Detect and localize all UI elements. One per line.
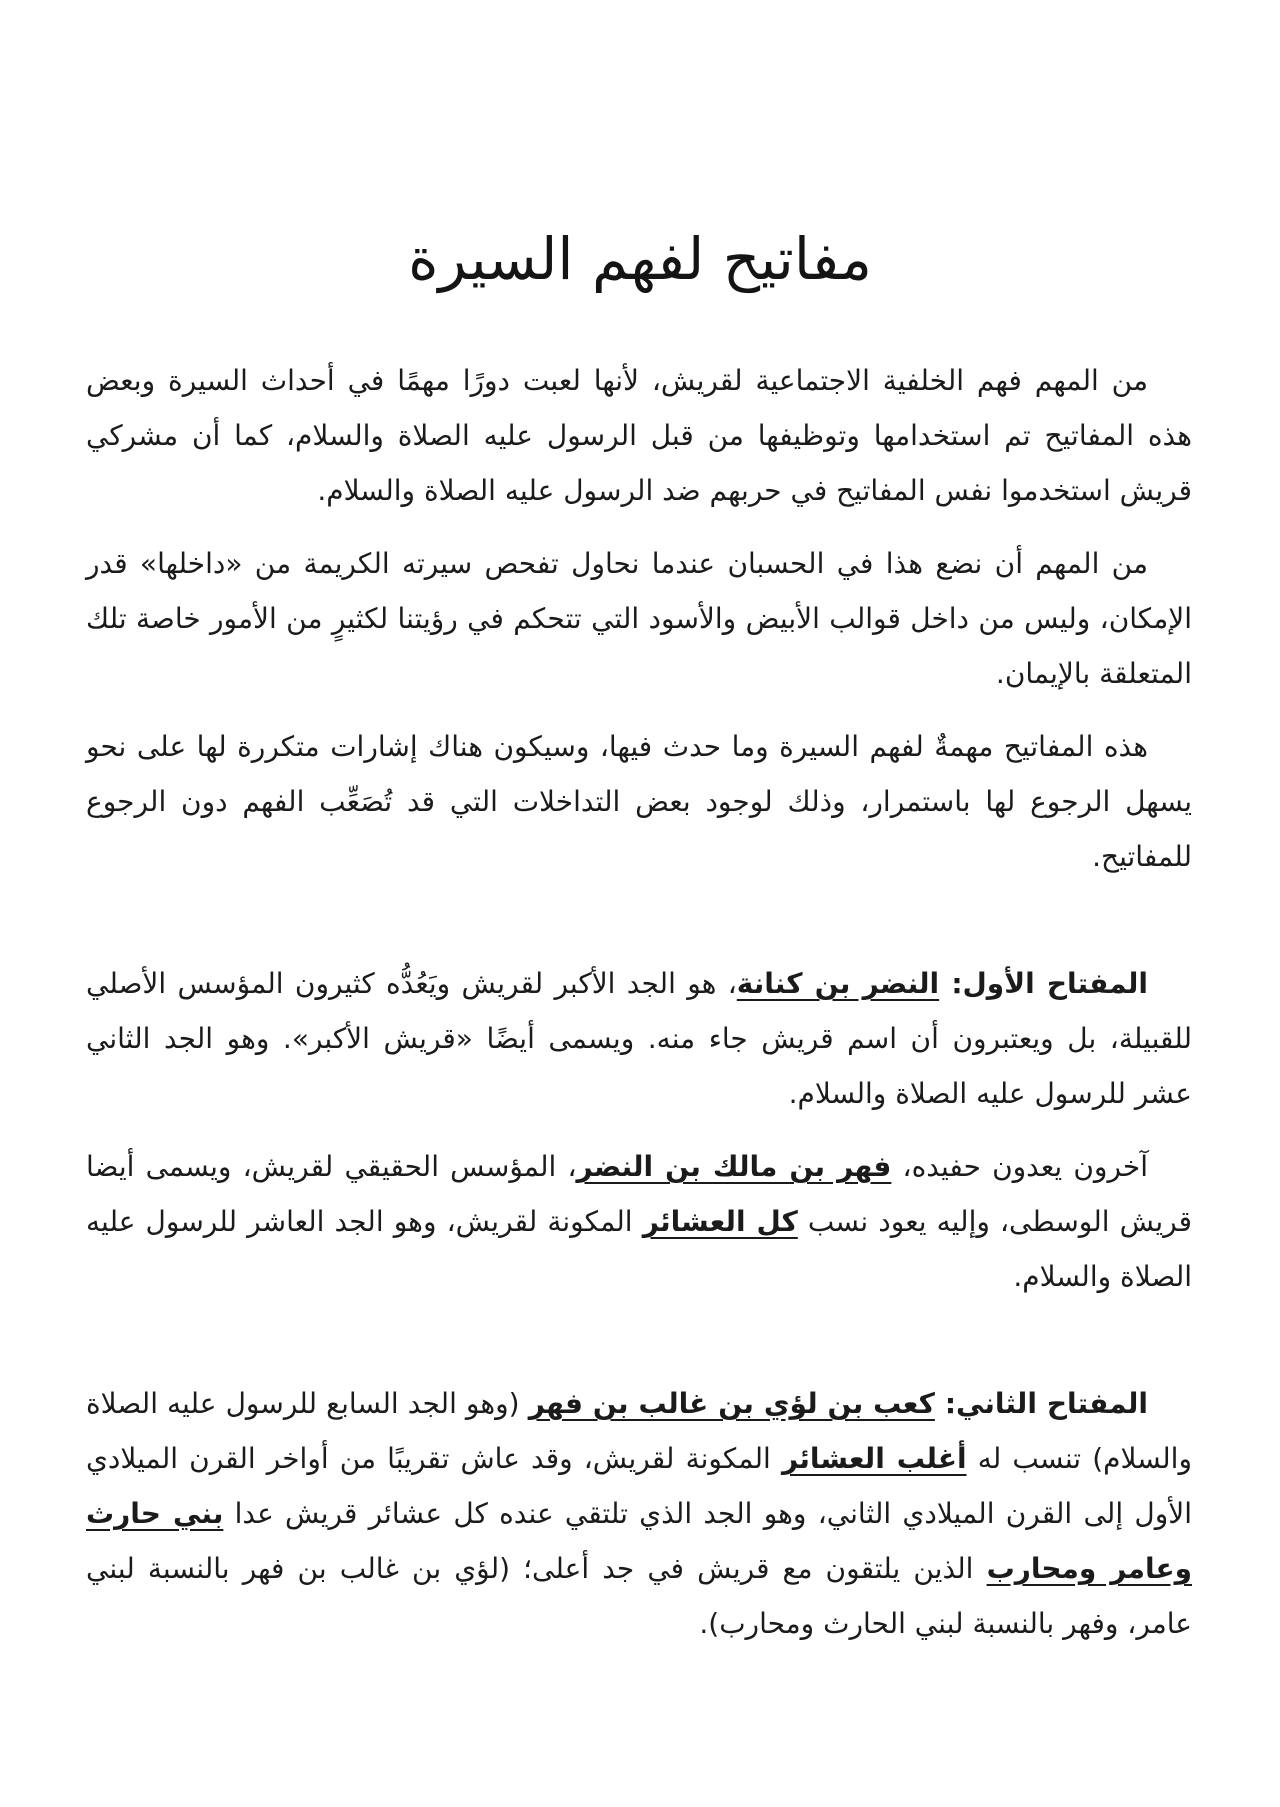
- paragraph-intro-1: [86, 353, 1192, 518]
- page-title: مفاتيح لفهم السيرة: [408, 225, 872, 293]
- paragraph-intro-3: [86, 719, 1192, 884]
- body-text: [0, 353, 1280, 1651]
- text-segment: المكونة لقريش، وهو الجد العاشر للرسول عليه الصلاة والسلام.: [86, 1205, 1192, 1293]
- text-segment: الذين يلتقون مع قريش في جد أعلى؛ (لؤي بن غالب بن فهر بالنسبة لبني عامر، وفهر بالنسبة لبني الحارث ومحارب).: [86, 1552, 1192, 1640]
- paragraph-key-2: [86, 1376, 1192, 1651]
- text-segment: من المهم أن نضع هذا في الحسبان عندما نحاول تفحص سيرته الكريمة من «داخلها» قدر الإمكان، وليس من داخل قوالب الأبيض والأسود التي تتحكم في رؤيتنا لكثيرٍ من الأمور خاصة تلك المتعلقة بالإيمان.: [86, 547, 1192, 690]
- emphasized-text: كعب بن لؤي بن غالب بن فهر: [528, 1387, 935, 1420]
- paragraph-key-1-continued: [86, 1139, 1192, 1304]
- emphasized-text: أغلب العشائر: [781, 1442, 967, 1475]
- emphasized-text: المفتاح الثاني:: [934, 1387, 1148, 1420]
- text-segment: من المهم فهم الخلفية الاجتماعية لقريش، لأنها لعبت دورًا مهمًا في أحداث السيرة وبعض هذه المفاتيح تم استخدامها وتوظيفها من قبل الرسول عليه الصلاة والسلام، كما أن مشركي قريش استخدموا نفس المفاتيح في حربهم ضد الرسول عليه الصلاة والسلام.: [86, 364, 1192, 507]
- text-segment: هذه المفاتيح مهمةٌ لفهم السيرة وما حدث فيها، وسيكون هناك إشارات متكررة لها على نحو يسهل الرجوع لها باستمرار، وذلك لوجود بعض التداخلات التي قد تُصَعِّب الفهم دون الرجوع للمفاتيح.: [86, 730, 1192, 873]
- text-segment: آخرون يعدون حفيده،: [891, 1150, 1148, 1183]
- emphasized-text: فهر بن مالك بن النضر: [576, 1150, 892, 1183]
- emphasized-text: المفتاح الأول:: [939, 967, 1148, 1000]
- emphasized-text: بني حارث وعامر ومحارب: [86, 1497, 1192, 1585]
- text-segment: ، المؤسس الحقيقي لقريش، ويسمى أيضا قريش الوسطى، وإليه يعود نسب: [86, 1150, 1192, 1238]
- paragraph-key-1: [86, 956, 1192, 1121]
- text-segment: ، هو الجد الأكبر لقريش ويَعُدُّه كثيرون المؤسس الأصلي للقبيلة، بل ويعتبرون أن اسم قريش جاء منه. ويسمى أيضًا «قريش الأكبر». وهو الجد الثاني عشر للرسول عليه الصلاة والسلام.: [86, 967, 1192, 1110]
- emphasized-text: كل العشائر: [642, 1205, 798, 1238]
- text-segment: (وهو الجد السابع للرسول عليه الصلاة والسلام) تنسب له: [86, 1387, 1192, 1475]
- emphasized-text: النضر بن كنانة: [736, 967, 940, 1000]
- text-segment: المكونة لقريش، وقد عاش تقريبًا من أواخر القرن الميلادي الأول إلى القرن الميلادي الثاني، وهو الجد الذي تلتقي عنده كل عشائر قريش عدا: [86, 1442, 1192, 1530]
- paragraph-intro-2: [86, 536, 1192, 701]
